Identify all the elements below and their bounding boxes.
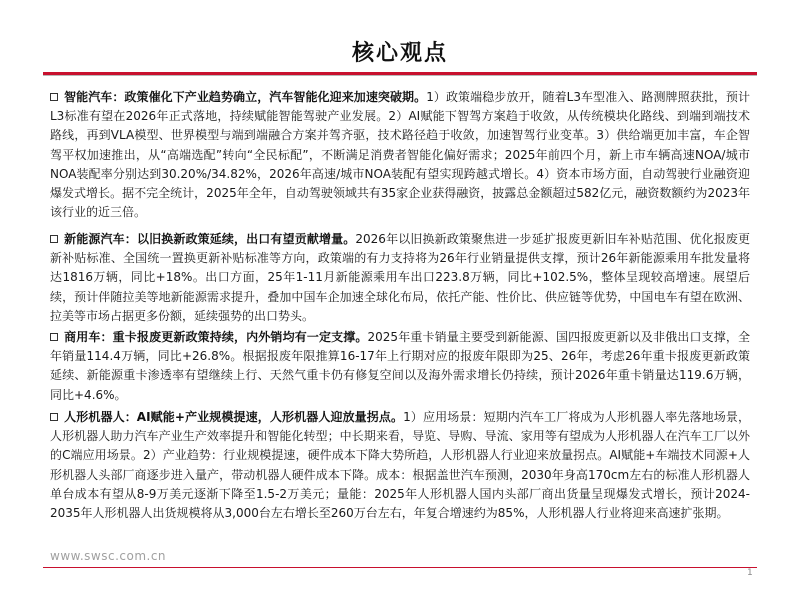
square-bullet-icon xyxy=(50,413,58,421)
square-bullet-icon xyxy=(50,235,58,243)
page-number: 1 xyxy=(747,568,753,578)
section-body: 1）应用场景：短期内汽车工厂将成为人形机器人率先落地场景，人形机器人助力汽车产业生产效率提升和智能化转型；中长期来看，导览、导购、导流、家用等有望成为人形机器人在汽车工厂以外的C端应用场景。2）产业趋势：行业规模提速，硬件成本下降大势所趋，人形机器人行业迎来放量拐点。AI赋能+车端技术同源+人形机器人头部厂商逐步进入量产，带动机器人硬件成本下降。成本：根据盖世汽车预测，2030年身高170cm左右的标准人形机器人单台成本有望从8-9万美元逐渐下降至1.5-2万美元；量能：2025年人形机器人国内头部厂商出货量呈现爆发式增长，预计2024-2035年人形机器人出货规模将从3,000台左右增长至260万台左右，年复合增速约为85%，人形机器人行业将迎来高速扩张期。 xyxy=(50,410,750,521)
page-title: 核心观点 xyxy=(351,41,448,66)
section-title: 新能源汽车：以旧换新政策延续，出口有望贡献增量。 xyxy=(64,232,356,246)
section-humanoid-robot xyxy=(50,408,750,523)
section-smart-vehicle xyxy=(50,88,750,222)
section-body: 2025年重卡销量主要受到新能源、国四报废更新以及非俄出口支撑，全年销量114.4万辆，同比+26.8%。根据报废年限推算16-17年上行期对应的报废年限即为25、26年，考虑26年重卡报废更新政策延续、新能源重卡渗透率有望继续上行、天然气重卡仍有修复空间以及海外需求增长仍持续，预计2026年重卡销量达119.6万辆，同比+4.6%。 xyxy=(50,330,750,402)
section-title: 智能汽车：政策催化下产业趋势确立，汽车智能化迎来加速突破期。 xyxy=(64,90,427,104)
header-rule-thin xyxy=(43,75,757,76)
section-body: 2026年以旧换新政策聚焦进一步延扩报废更新旧车补贴范围、优化报废更新补贴标准、全国统一置换更新补贴标准等方向，政策端的有力支持将为26年行业销量提供支撑，预计26年新能源乘用车批发量将达1816万辆，同比+18%。出口方面，25年1-11月新能源乘用车出口223.8万辆，同比+102.5%，整体呈现较高增速。展望后续，预计伴随拉美等地新能源需求提升，叠加中国车企加速全球化布局，依托产能、性价比、供应链等优势，中国电车有望在欧洲、拉美等市场占据更多份额，延续强势的出口势头。 xyxy=(50,232,750,323)
footer-url: www.swsc.com.cn xyxy=(50,549,167,563)
section-new-energy xyxy=(50,230,750,326)
section-title: 人形机器人：AI赋能+产业规模提速，人形机器人迎放量拐点。 xyxy=(64,410,404,424)
square-bullet-icon xyxy=(50,93,58,101)
section-body: 1）政策端稳步放开，随着L3车型准入、路测牌照获批，预计L3标准有望在2026年正式落地，持续赋能智能驾驶产业发展。2）AI赋能下智驾方案趋于收敛，从传统模块化路线、到端到端技术路线，再到VLA模型、世界模型与端到端融合方案并驾齐驱，技术路径趋于收敛，加速智驾行业变革。3）供给端更加丰富，车企智驾平权加速推出，从“高端选配”转向“全民标配”，不断满足消费者智能化偏好需求；2025年前四个月，新上市车辆高速NOA/城市NOA装配率分别达到30.20%/34.82%，2026年高速/城市NOA装配有望实现跨越式增长。4）资本市场方面，自动驾驶行业融资迎爆发式增长。据不完全统计，2025年全年，自动驾驶领域共有35家企业获得融资，披露总金额超过582亿元，融资数额约为2023年该行业的近三倍。 xyxy=(50,90,750,220)
square-bullet-icon xyxy=(50,333,58,341)
section-commercial-vehicle xyxy=(50,328,750,405)
section-title: 商用车：重卡报废更新政策持续，内外销均有一定支撑。 xyxy=(64,330,368,344)
footer-rule xyxy=(43,567,757,568)
